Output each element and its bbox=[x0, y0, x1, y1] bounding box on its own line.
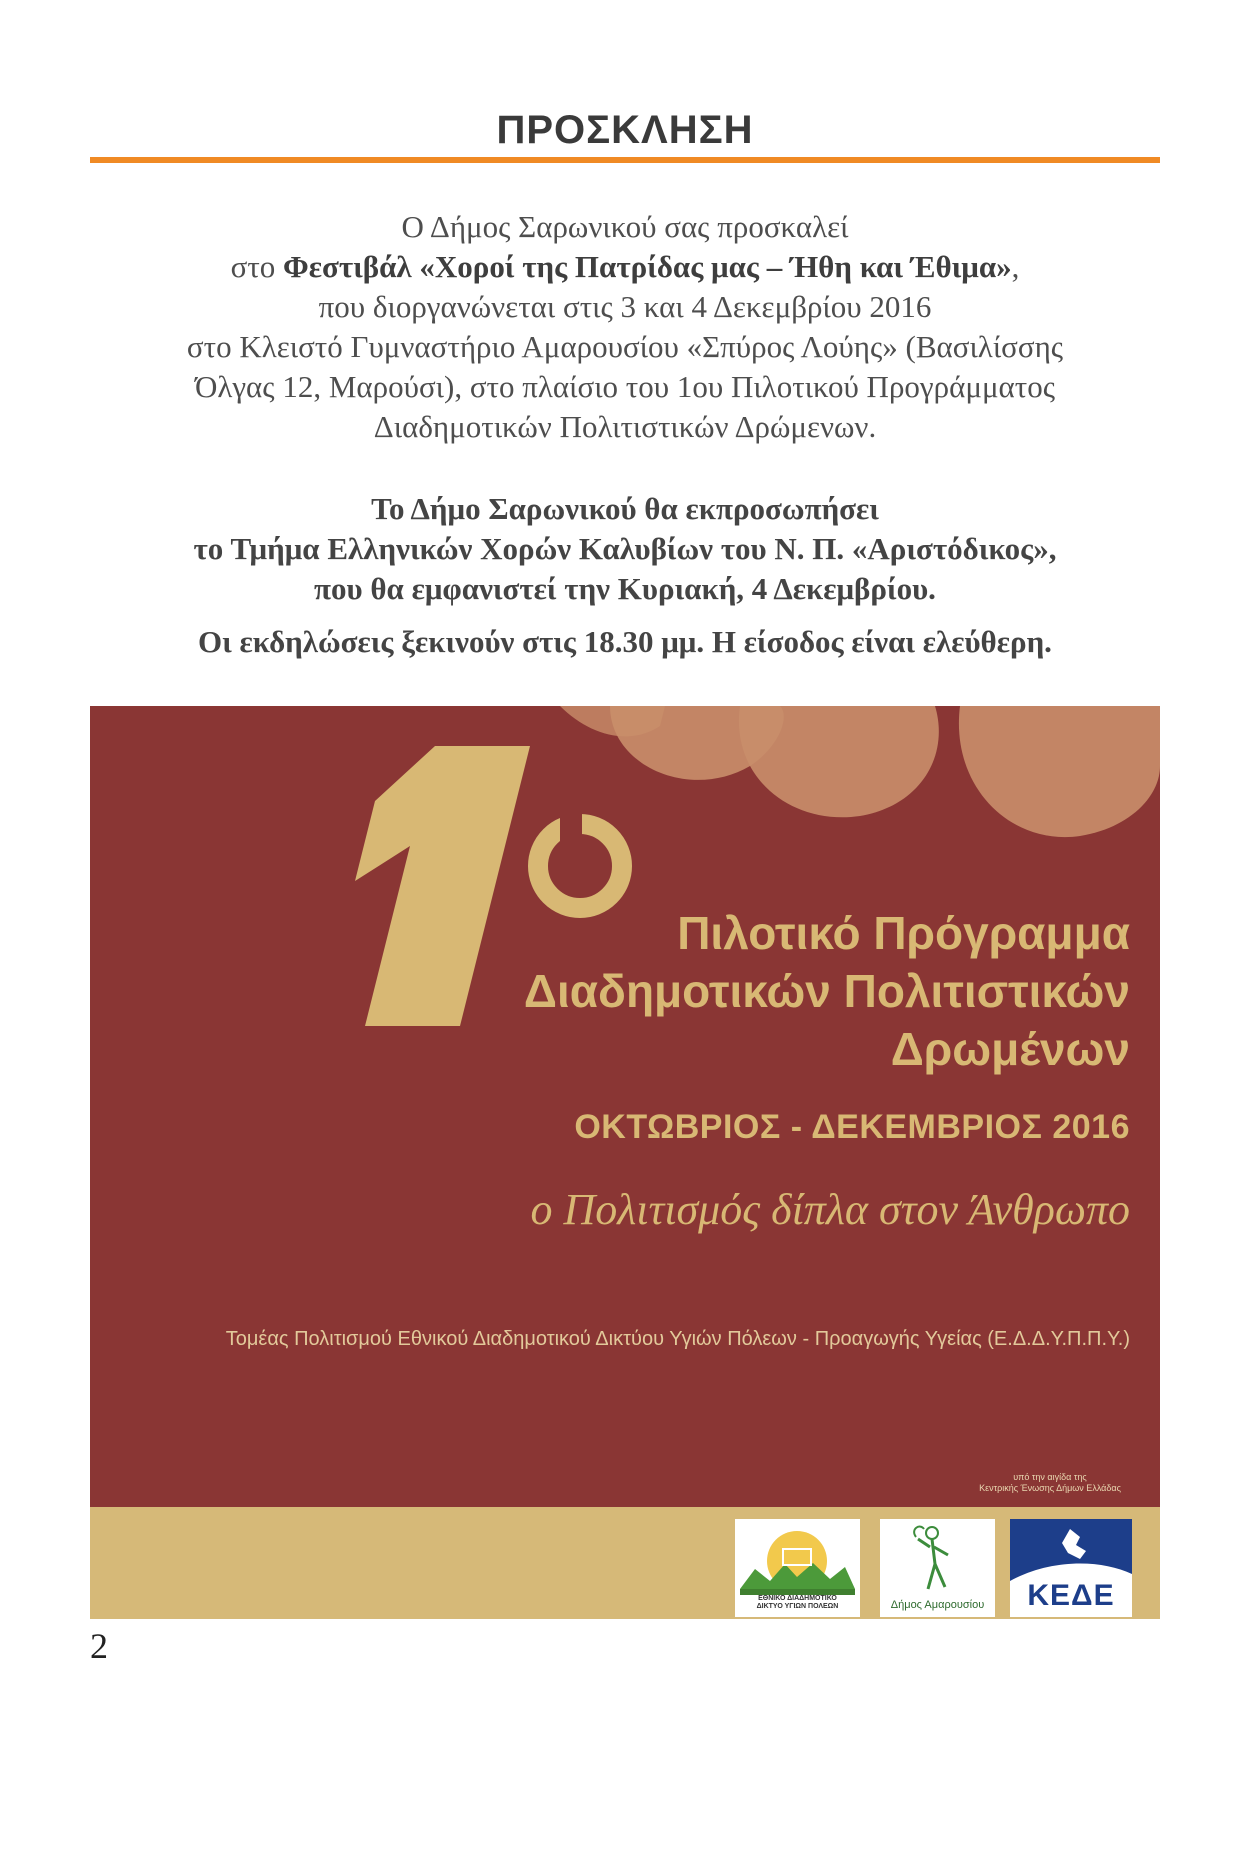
logo-band bbox=[90, 1507, 1160, 1619]
intro-line-6: Διαδημοτικών Πολιτιστικών Δρώμενων. bbox=[373, 409, 877, 444]
intro-line-2 bbox=[90, 247, 1160, 287]
program-poster bbox=[90, 706, 1160, 1619]
page-title: ΠΡΟΣΚΛΗΣΗ bbox=[496, 108, 754, 152]
events-info: Οι εκδηλώσεις ξεκινούν στις 18.30 μμ. Η είσοδος είναι ελεύθερη. bbox=[198, 624, 1052, 659]
kede-logo bbox=[1010, 1519, 1132, 1617]
intro-paragraph bbox=[90, 207, 1160, 447]
intro-line-1: Ο Δήμος Σαρωνικού σας προσκαλεί bbox=[401, 209, 849, 244]
intro-line-2-pre: στο bbox=[230, 249, 284, 284]
poster-title-line-1: Πιλοτικό Πρόγραμμα bbox=[677, 907, 1130, 959]
representation-line-1: Το Δήμο Σαρωνικού θα εκπροσωπήσει bbox=[371, 491, 879, 526]
representation-paragraph bbox=[90, 489, 1160, 609]
amarousion-caption: Δήμος Αμαρουσίου bbox=[890, 1599, 985, 1611]
intro-line-3: που διοργανώνεται στις 3 και 4 Δεκεμβρίου 2016 bbox=[318, 289, 932, 324]
orange-divider bbox=[90, 157, 1160, 163]
amarousion-logo bbox=[880, 1519, 995, 1617]
intro-line-5: Όλγας 12, Μαρούσι), στο πλαίσιο του 1ου Πιλοτικού Προγράμματος bbox=[194, 369, 1056, 404]
poster-title-line-2: Διαδημοτικών Πολιτιστικών bbox=[523, 965, 1130, 1017]
ornament-curl-mid bbox=[739, 706, 939, 817]
healthy-cities-caption-2: ΔΙΚΤΥΟ ΥΓΙΩΝ ΠΟΛΕΩΝ bbox=[756, 1603, 839, 1610]
representation-line-3: που θα εμφανιστεί την Κυριακή, 4 Δεκεμβρίου. bbox=[314, 571, 936, 606]
poster-dates: ΟΚΤΩΒΡΙΟΣ - ΔΕΚΕΜΒΡΙΟΣ 2016 bbox=[574, 1108, 1130, 1146]
poster-sector: Τομέας Πολιτισμού Εθνικού Διαδημοτικού Δικτύου Υγιών Πόλεων - Προαγωγής Υγείας (Ε.Δ.Δ.Υ.Π.Π.Υ.) bbox=[225, 1328, 1130, 1350]
patron-line-1: υπό την αιγίδα της bbox=[1013, 1472, 1087, 1482]
patron-note bbox=[970, 1472, 1130, 1494]
ornament-curl-right bbox=[959, 706, 1160, 837]
patron-line-2: Κεντρικής Ένωσης Δήμων Ελλάδας bbox=[979, 1483, 1121, 1493]
kede-caption: ΚΕΔΕ bbox=[1027, 1579, 1115, 1612]
intro-line-4: στο Κλειστό Γυμναστήριο Αμαρουσίου «Σπύρος Λούης» (Βασιλίσσης bbox=[186, 329, 1064, 364]
big-number-one-shape bbox=[355, 746, 530, 1026]
poster-title-line-3: Δρωμένων bbox=[890, 1023, 1130, 1075]
intro-line-2-post: , bbox=[1011, 249, 1020, 284]
poster-motto: ο Πολιτισμός δίπλα στον Άνθρωπο bbox=[530, 1185, 1130, 1234]
healthy-cities-caption-1: ΕΘΝΙΚΟ ΔΙΑΔΗΜΟΤΙΚΟ bbox=[758, 1595, 837, 1602]
festival-name: Φεστιβάλ «Χοροί της Πατρίδας μας – Ήθη και Έθιμα» bbox=[283, 249, 1012, 284]
superscript-o-gap bbox=[560, 811, 582, 841]
representation-line-2: το Τμήμα Ελληνικών Χορών Καλυβίων του Ν. Π. «Αριστόδικος», bbox=[193, 531, 1057, 566]
healthy-cities-logo bbox=[735, 1519, 860, 1617]
healthy-cities-caption bbox=[735, 1595, 860, 1611]
page-number: 2 bbox=[90, 1626, 108, 1666]
